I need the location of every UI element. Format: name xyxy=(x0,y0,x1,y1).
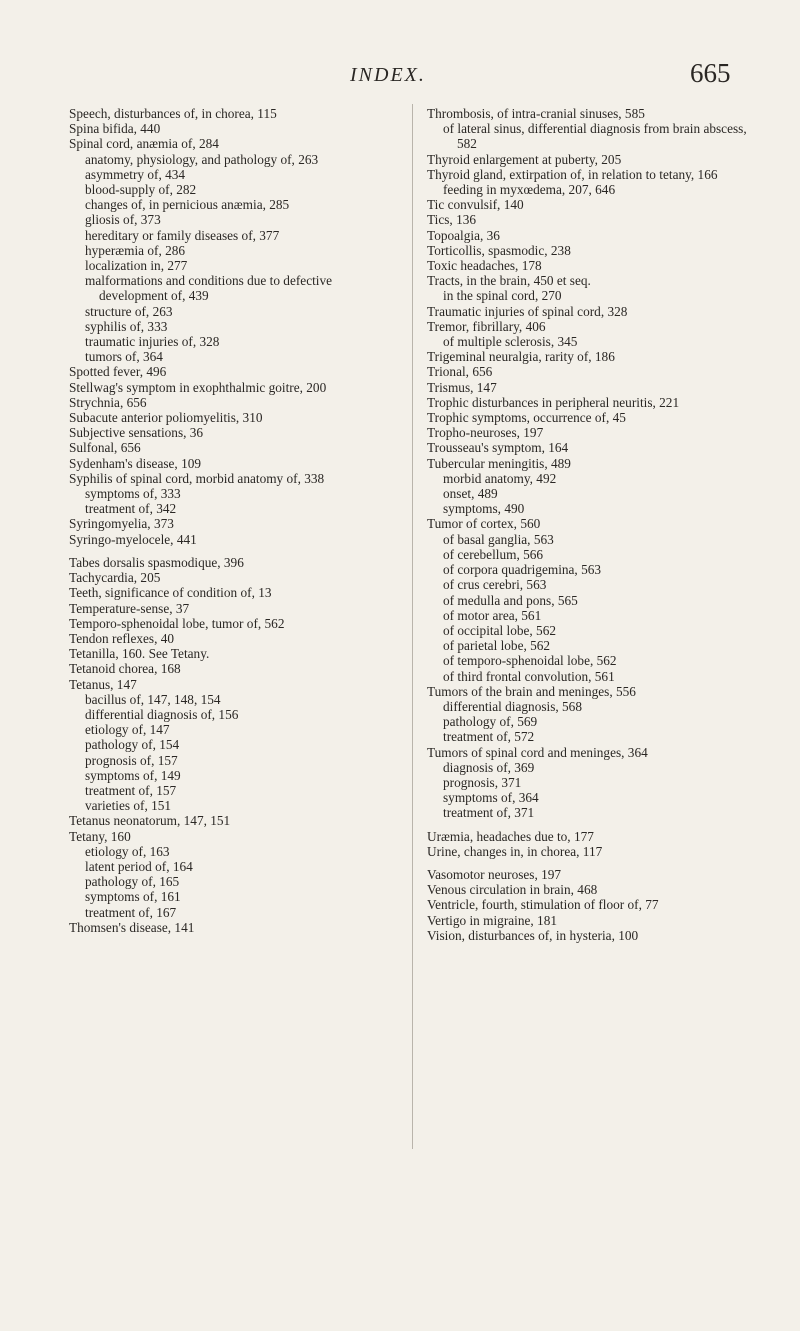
index-subentry: symptoms of, 149 xyxy=(85,767,181,783)
index-entry: Tubercular meningitis, 489 xyxy=(427,455,571,471)
index-entry: Thrombosis, of intra-cranial sinuses, 585 xyxy=(427,106,645,121)
index-entry: Traumatic injuries of spinal cord, 328 xyxy=(427,303,628,319)
index-entry: Tic convulsif, 140 xyxy=(427,197,524,213)
index-entry: Tumor of cortex, 560 xyxy=(427,516,541,532)
index-entry: Tetanoid chorea, 168 xyxy=(69,661,181,677)
index-subentry: diagnosis of, 369 xyxy=(443,759,535,775)
index-entry: Tetanilla, 160. See Tetany. xyxy=(69,646,210,662)
index-entry: Trismus, 147 xyxy=(427,379,497,395)
index-entry: Syphilis of spinal cord, morbid anatomy of, 338 xyxy=(69,470,325,486)
index-entry: Ventricle, fourth, stimulation of floor of, 77 xyxy=(427,897,659,913)
index-entry: Subacute anterior poliomyelitis, 310 xyxy=(69,410,263,426)
index-subentry: morbid anatomy, 492 xyxy=(443,470,557,486)
index-subentry: blood-supply of, 282 xyxy=(85,182,197,198)
index-subentry: of corpora quadrigemina, 563 xyxy=(443,562,602,578)
index-entry: Stellwag's symptom in exophthalmic goitre, 200 xyxy=(69,379,327,395)
index-subentry: anatomy, physiology, and pathology of, 263 xyxy=(85,151,319,167)
index-entry: Temporo-sphenoidal lobe, tumor of, 562 xyxy=(69,615,285,631)
index-subentry: etiology of, 147 xyxy=(85,722,170,738)
index-subentry: syphilis of, 333 xyxy=(85,318,168,334)
index-subentry: pathology of, 569 xyxy=(443,714,538,730)
index-entry: Temperature-sense, 37 xyxy=(69,600,190,616)
index-entry: Spotted fever, 496 xyxy=(69,364,167,380)
index-subentry: tumors of, 364 xyxy=(85,349,163,365)
index-subentry: differential diagnosis, 568 xyxy=(443,698,582,714)
index-entry: Torticollis, spasmodic, 238 xyxy=(427,242,571,258)
index-column-right xyxy=(427,106,757,943)
index-subentry: of lateral sinus, differential diagnosis from brain abscess, 582 xyxy=(443,121,747,152)
index-column-left xyxy=(69,106,399,935)
index-entry: Tics, 136 xyxy=(427,212,477,228)
index-entry: Trigeminal neuralgia, rarity of, 186 xyxy=(427,349,615,365)
index-entry: Tumors of spinal cord and meninges, 364 xyxy=(427,744,648,760)
index-subentry: treatment of, 167 xyxy=(85,904,177,920)
index-subentry: gliosis of, 373 xyxy=(85,212,161,228)
index-entry: Topoalgia, 36 xyxy=(427,227,500,243)
index-entry: Uræmia, headaches due to, 177 xyxy=(427,828,594,844)
index-entry: Sydenham's disease, 109 xyxy=(69,455,202,471)
index-subentry: prognosis of, 157 xyxy=(85,752,178,768)
index-subentry: onset, 489 xyxy=(443,486,498,502)
index-entry: Vision, disturbances of, in hysteria, 100 xyxy=(427,927,639,943)
index-entry: Spinal cord, anæmia of, 284 xyxy=(69,136,219,152)
page-header xyxy=(0,58,800,92)
index-subentry: hereditary or family diseases of, 377 xyxy=(85,227,280,243)
index-entry: Vasomotor neuroses, 197 xyxy=(427,866,562,882)
index-entry: Tabes dorsalis spasmodique, 396 xyxy=(69,554,244,570)
index-entry: Syringomyelia, 373 xyxy=(69,516,174,532)
index-subentry: bacillus of, 147, 148, 154 xyxy=(85,691,221,707)
index-subentry: of occipital lobe, 562 xyxy=(443,622,556,638)
index-subentry: traumatic injuries of, 328 xyxy=(85,334,220,350)
index-subentry: of medulla and pons, 565 xyxy=(443,592,578,608)
index-entry: Trousseau's symptom, 164 xyxy=(427,440,569,456)
index-entry: Tachycardia, 205 xyxy=(69,570,161,586)
index-entry: Toxic headaches, 178 xyxy=(427,258,542,274)
index-subentry: symptoms of, 364 xyxy=(443,790,539,806)
index-subentry: treatment of, 572 xyxy=(443,729,535,745)
index-entry: Thyroid enlargement at puberty, 205 xyxy=(427,151,622,167)
index-entry: Thomsen's disease, 141 xyxy=(69,919,195,935)
index-subentry: symptoms, 490 xyxy=(443,501,525,517)
index-entry: Trional, 656 xyxy=(427,364,493,380)
page-number: 665 xyxy=(690,58,731,88)
index-entry: Speech, disturbances of, in chorea, 115 xyxy=(69,106,277,121)
index-subentry: localization in, 277 xyxy=(85,258,188,274)
index-entry: Tendon reflexes, 40 xyxy=(69,630,175,646)
index-subentry: of cerebellum, 566 xyxy=(443,546,544,562)
index-entry: Trophic symptoms, occurrence of, 45 xyxy=(427,410,626,426)
index-subentry: differential diagnosis of, 156 xyxy=(85,706,239,722)
index-subentry: of multiple sclerosis, 345 xyxy=(443,334,578,350)
index-subentry: of basal ganglia, 563 xyxy=(443,531,554,547)
index-subentry: changes of, in pernicious anæmia, 285 xyxy=(85,197,290,213)
index-subentry: of crus cerebri, 563 xyxy=(443,577,547,593)
index-subentry: etiology of, 163 xyxy=(85,843,170,859)
index-subentry: of third frontal convolution, 561 xyxy=(443,668,615,684)
index-entry: Tetanus, 147 xyxy=(69,676,137,692)
index-entry: Thyroid gland, extirpation of, in relation to tetany, 166 xyxy=(427,166,718,182)
index-subentry: symptoms of, 161 xyxy=(85,889,181,905)
index-entry: Venous circulation in brain, 468 xyxy=(427,882,598,898)
index-subentry: latent period of, 164 xyxy=(85,858,193,874)
index-entry: Syringo-myelocele, 441 xyxy=(69,531,197,547)
index-entry: Teeth, significance of condition of, 13 xyxy=(69,585,272,601)
index-subentry: feeding in myxœdema, 207, 646 xyxy=(443,182,616,198)
index-entry: Urine, changes in, in chorea, 117 xyxy=(427,843,603,859)
index-subentry: hyperæmia of, 286 xyxy=(85,242,186,258)
index-subentry: structure of, 263 xyxy=(85,303,173,319)
index-entry: Strychnia, 656 xyxy=(69,394,147,410)
index-subentry: pathology of, 165 xyxy=(85,874,180,890)
index-entry: Sulfonal, 656 xyxy=(69,440,141,456)
index-entry: Tetany, 160 xyxy=(69,828,131,844)
index-subentry: of parietal lobe, 562 xyxy=(443,638,551,654)
index-subentry: treatment of, 342 xyxy=(85,501,177,517)
index-entry: Trophic disturbances in peripheral neuritis, 221 xyxy=(427,394,680,410)
running-title: INDEX. xyxy=(350,64,426,86)
index-subentry: symptoms of, 333 xyxy=(85,486,181,502)
index-subentry: treatment of, 371 xyxy=(443,805,535,821)
index-entry: Tumors of the brain and meninges, 556 xyxy=(427,683,636,699)
index-entry: Tremor, fibrillary, 406 xyxy=(427,318,546,334)
index-subentry: varieties of, 151 xyxy=(85,798,172,814)
index-subentry: treatment of, 157 xyxy=(85,782,177,798)
index-entry: Subjective sensations, 36 xyxy=(69,425,204,441)
index-subentry: of temporo-sphenoidal lobe, 562 xyxy=(443,653,617,669)
index-entry: Tropho-neuroses, 197 xyxy=(427,425,544,441)
index-subentry: malformations and conditions due to defective development of, 439 xyxy=(85,273,333,304)
index-subentry: prognosis, 371 xyxy=(443,774,522,790)
index-subentry: pathology of, 154 xyxy=(85,737,180,753)
index-entry: Vertigo in migraine, 181 xyxy=(427,912,557,928)
column-divider xyxy=(412,104,413,1149)
index-entry: Spina bifida, 440 xyxy=(69,121,161,137)
index-subentry: asymmetry of, 434 xyxy=(85,166,186,182)
index-subentry: of motor area, 561 xyxy=(443,607,542,623)
index-subentry: in the spinal cord, 270 xyxy=(443,288,562,304)
index-entry: Tetanus neonatorum, 147, 151 xyxy=(69,813,231,829)
index-entry: Tracts, in the brain, 450 et seq. xyxy=(427,273,591,289)
